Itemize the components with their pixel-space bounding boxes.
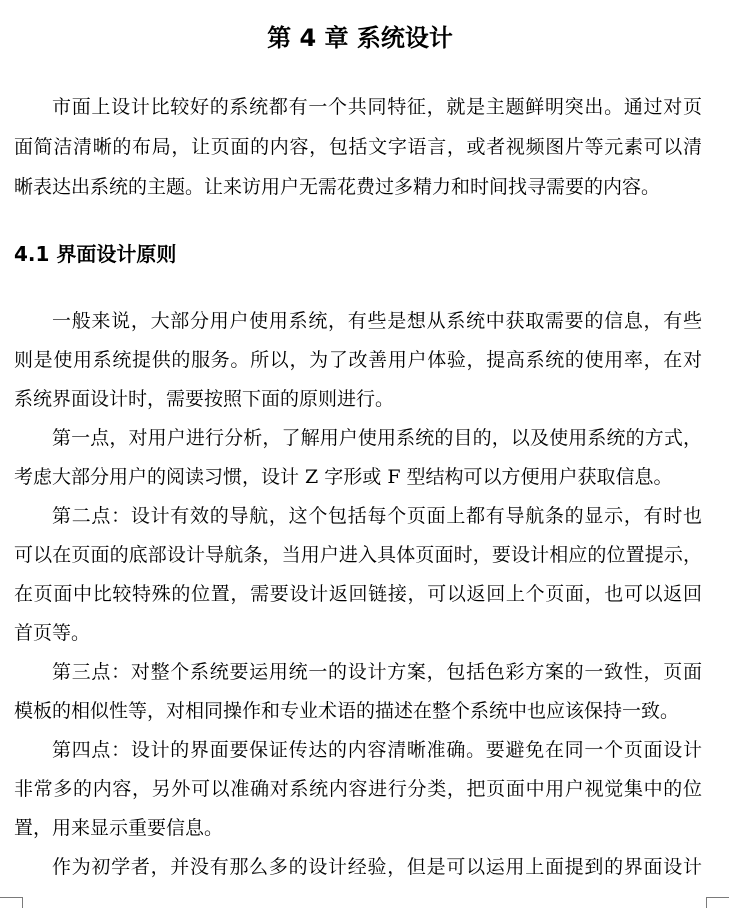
paragraph-line: 首页等。 [14, 622, 91, 644]
paragraph-line: 晰表达出系统的主题。让来访用户无需花费过多精力和时间找寻需要的内容。 [14, 176, 661, 198]
section-title: 4.1 界面设计原则 [14, 242, 177, 266]
page-corner-mark-left [0, 897, 23, 908]
paragraph-line: 系统界面设计时，需要按照下面的原则进行。 [14, 388, 395, 410]
paragraph-line: 在页面中比较特殊的位置，需要设计返回链接，可以返回上个页面，也可以返回 [14, 583, 702, 605]
paragraph-line: 可以在页面的底部设计导航条，当用户进入具体页面时，要设计相应的位置提示， [14, 544, 702, 566]
paragraph-line: 第一点，对用户进行分析，了解用户使用系统的目的，以及使用系统的方式， [52, 427, 702, 449]
paragraph-line: 第四点：设计的界面要保证传达的内容清晰准确。要避免在同一个页面设计 [52, 739, 702, 761]
paragraph-line: 非常多的内容，另外可以准确对系统内容进行分类，把页面中用户视觉集中的位 [14, 778, 702, 800]
paragraph-line: 第二点：设计有效的导航，这个包括每个页面上都有导航条的显示，有时也 [52, 505, 702, 527]
paragraph-line: 作为初学者，并没有那么多的设计经验，但是可以运用上面提到的界面设计 [52, 856, 702, 878]
paragraph-line: 考虑大部分用户的阅读习惯，设计 Z 字形或 F 型结构可以方便用户获取信息。 [14, 466, 673, 488]
paragraph-line: 模板的相似性等，对相同操作和专业术语的描述在整个系统中也应该保持一致。 [14, 700, 680, 722]
paragraph-line: 则是使用系统提供的服务。所以，为了改善用户体验，提高系统的使用率，在对 [14, 349, 702, 371]
paragraph-line: 置，用来显示重要信息。 [14, 817, 224, 839]
paragraph-line: 第三点：对整个系统要运用统一的设计方案，包括色彩方案的一致性，页面 [52, 661, 702, 683]
chapter-title: 第 4 章 系统设计 [267, 24, 453, 52]
page-corner-mark-right [706, 897, 729, 908]
paragraph-line: 一般来说，大部分用户使用系统，有些是想从系统中获取需要的信息，有些 [52, 310, 702, 332]
paragraph-line: 市面上设计比较好的系统都有一个共同特征，就是主题鲜明突出。通过对页 [52, 96, 702, 118]
paragraph-line: 面简洁清晰的布局，让页面的内容，包括文字语言，或者视频图片等元素可以清 [14, 136, 702, 158]
